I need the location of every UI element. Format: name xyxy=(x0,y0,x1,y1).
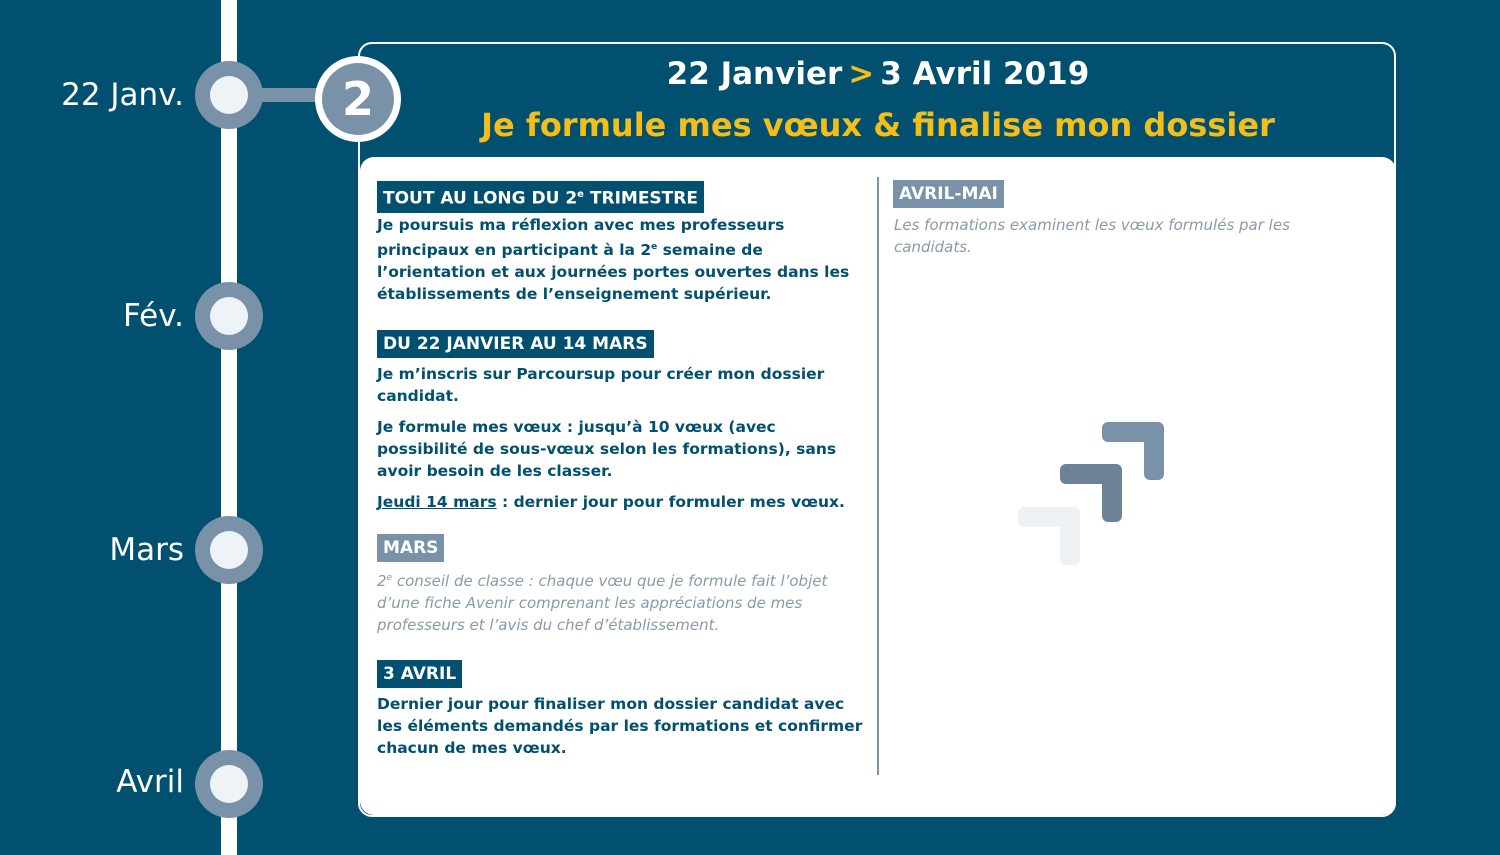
text-sup: e xyxy=(651,242,658,252)
step-title: Je formule mes vœux & finalise mon dossier xyxy=(481,106,1275,144)
text-sup: e xyxy=(386,573,393,583)
timeline-label-fevrier: Fév. xyxy=(122,298,184,334)
section-tag-avril: 3 AVRIL xyxy=(377,660,462,688)
timeline-label-janvier: 22 Janv. xyxy=(61,77,184,113)
parcoursup-logo-icon xyxy=(1018,418,1168,568)
deadline-date: Jeudi 14 mars xyxy=(377,493,497,511)
section-text-formations: Les formations examinent les vœux formulés par les candidats. xyxy=(894,216,1290,256)
section-text-finaliser: Dernier jour pour finaliser mon dossier candidat avec les éléments demandés par les formations et confirmer chacun de mes vœux. xyxy=(377,695,863,757)
text-prefix: 2 xyxy=(377,572,387,590)
timeline-label-mars: Mars xyxy=(109,532,184,568)
tag-text-end: TRIMESTRE xyxy=(583,188,698,209)
section-text-conseil xyxy=(377,567,867,636)
timeline-node-fevrier xyxy=(195,282,263,350)
text-part-end: semaine de l’orientation et aux journées portes ouvertes dans les établissements de l’enseignement supérieur. xyxy=(377,241,850,304)
step-date-range xyxy=(360,56,1396,92)
column-divider xyxy=(877,177,879,775)
section-text-deadline xyxy=(377,491,867,513)
tag-sup: e xyxy=(577,189,584,200)
section-tag-mars: MARS xyxy=(377,534,444,562)
section-text-inscription: Je m’inscris sur Parcoursup pour créer mon dossier candidat. xyxy=(377,365,825,405)
date-start: 22 Janvier xyxy=(666,56,843,92)
text-part: Je poursuis ma réflexion avec mes professeurs principaux en participant à la 2 xyxy=(377,216,785,260)
section-tag-trimestre xyxy=(377,181,704,213)
tag-text: TOUT AU LONG DU 2 xyxy=(383,188,578,209)
section-tag-avril-mai: AVRIL-MAI xyxy=(893,180,1004,208)
date-end: 3 Avril 2019 xyxy=(880,56,1090,92)
deadline-text: : dernier jour pour formuler mes vœux. xyxy=(496,493,845,511)
timeline-node-mars xyxy=(195,516,263,584)
timeline-node-avril xyxy=(195,750,263,818)
text-rest: conseil de classe : chaque vœu que je formule fait l’objet d’une fiche Avenir comprenant les appréciations de mes professeurs et l’avis du chef d’établissement. xyxy=(377,572,828,634)
section-text-voeux: Je formule mes vœux : jusqu’à 10 vœux (avec possibilité de sous-vœux selon les formations), sans avoir besoin de les classer. xyxy=(377,418,837,480)
date-separator: > xyxy=(848,56,875,92)
section-tag-janvier-mars: DU 22 JANVIER AU 14 MARS xyxy=(377,330,654,358)
section-text-trimestre xyxy=(377,214,867,305)
step-number: 2 xyxy=(322,63,394,135)
timeline-label-avril: Avril xyxy=(116,764,184,800)
